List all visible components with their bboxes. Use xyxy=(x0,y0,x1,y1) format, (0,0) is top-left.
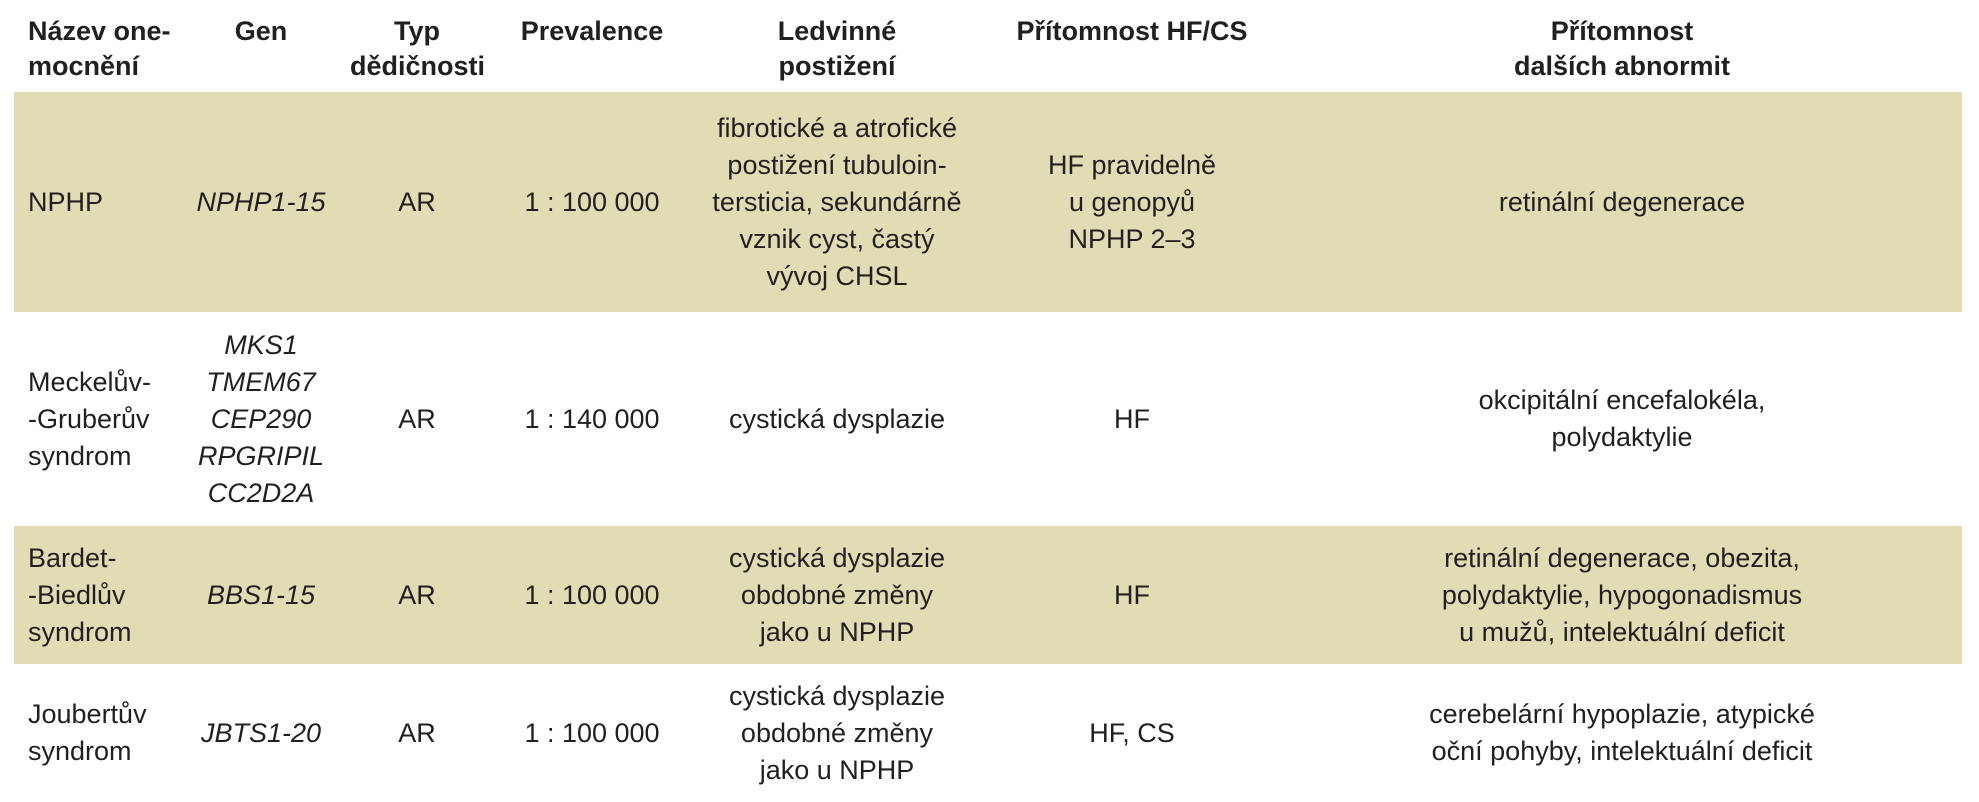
cell-renal: cystická dysplazie obdobné změny jako u NPHP xyxy=(692,665,982,801)
cell-hfcs: HF pravidelně u genopyů NPHP 2–3 xyxy=(982,92,1282,313)
header-disease-name: Název one- mocnění xyxy=(28,16,171,81)
table-row xyxy=(14,313,1962,525)
cell-other: retinální degenerace xyxy=(1282,92,1962,313)
header-row xyxy=(14,0,1962,92)
cell-prevalence: 1 : 100 000 xyxy=(492,92,692,313)
cell-renal: cystická dysplazie xyxy=(692,313,982,525)
cell-inheritance: AR xyxy=(342,313,492,525)
disease-table xyxy=(14,0,1962,802)
header-hfcs: Přítomnost HF/CS xyxy=(1016,16,1248,46)
cell-other: okcipitální encefalokéla, polydaktylie xyxy=(1282,313,1962,525)
cell-name: NPHP xyxy=(14,92,180,313)
header-other: Přítomnost dalších abnormit xyxy=(1513,16,1731,81)
table-row xyxy=(14,665,1962,801)
cell-other: retinální degenerace, obezita, polydaktylie, hypogonadismus u mužů, intelektuální deficit xyxy=(1282,525,1962,665)
table-row xyxy=(14,525,1962,665)
header-renal: Ledvinné postižení xyxy=(777,16,897,81)
cell-prevalence: 1 : 100 000 xyxy=(492,525,692,665)
cell-gene: JBTS1-20 xyxy=(180,665,342,801)
header-prevalence: Prevalence xyxy=(520,16,664,46)
cell-renal: fibrotické a atrofické postižení tubuloin- tersticia, sekundárně vznik cyst, častý vývoj CHSL xyxy=(692,92,982,313)
cell-inheritance: AR xyxy=(342,92,492,313)
header-gene: Gen xyxy=(234,16,288,46)
cell-inheritance: AR xyxy=(342,525,492,665)
cell-name: Meckelův- -Gruberův syndrom xyxy=(14,313,180,525)
cell-other: cerebelární hypoplazie, atypické oční pohyby, intelektuální deficit xyxy=(1282,665,1962,801)
cell-hfcs: HF, CS xyxy=(982,665,1282,801)
cell-prevalence: 1 : 100 000 xyxy=(492,665,692,801)
cell-gene: BBS1-15 xyxy=(180,525,342,665)
header-inheritance: Typ dědičnosti xyxy=(350,16,486,81)
cell-prevalence: 1 : 140 000 xyxy=(492,313,692,525)
cell-gene: MKS1 TMEM67 CEP290 RPGRIPIL CC2D2A xyxy=(180,313,342,525)
cell-hfcs: HF xyxy=(982,525,1282,665)
cell-gene: NPHP1-15 xyxy=(180,92,342,313)
cell-renal: cystická dysplazie obdobné změny jako u NPHP xyxy=(692,525,982,665)
cell-name: Bardet- -Biedlův syndrom xyxy=(14,525,180,665)
cell-hfcs: HF xyxy=(982,313,1282,525)
cell-inheritance: AR xyxy=(342,665,492,801)
table-row xyxy=(14,92,1962,313)
cell-name: Joubertův syndrom xyxy=(14,665,180,801)
